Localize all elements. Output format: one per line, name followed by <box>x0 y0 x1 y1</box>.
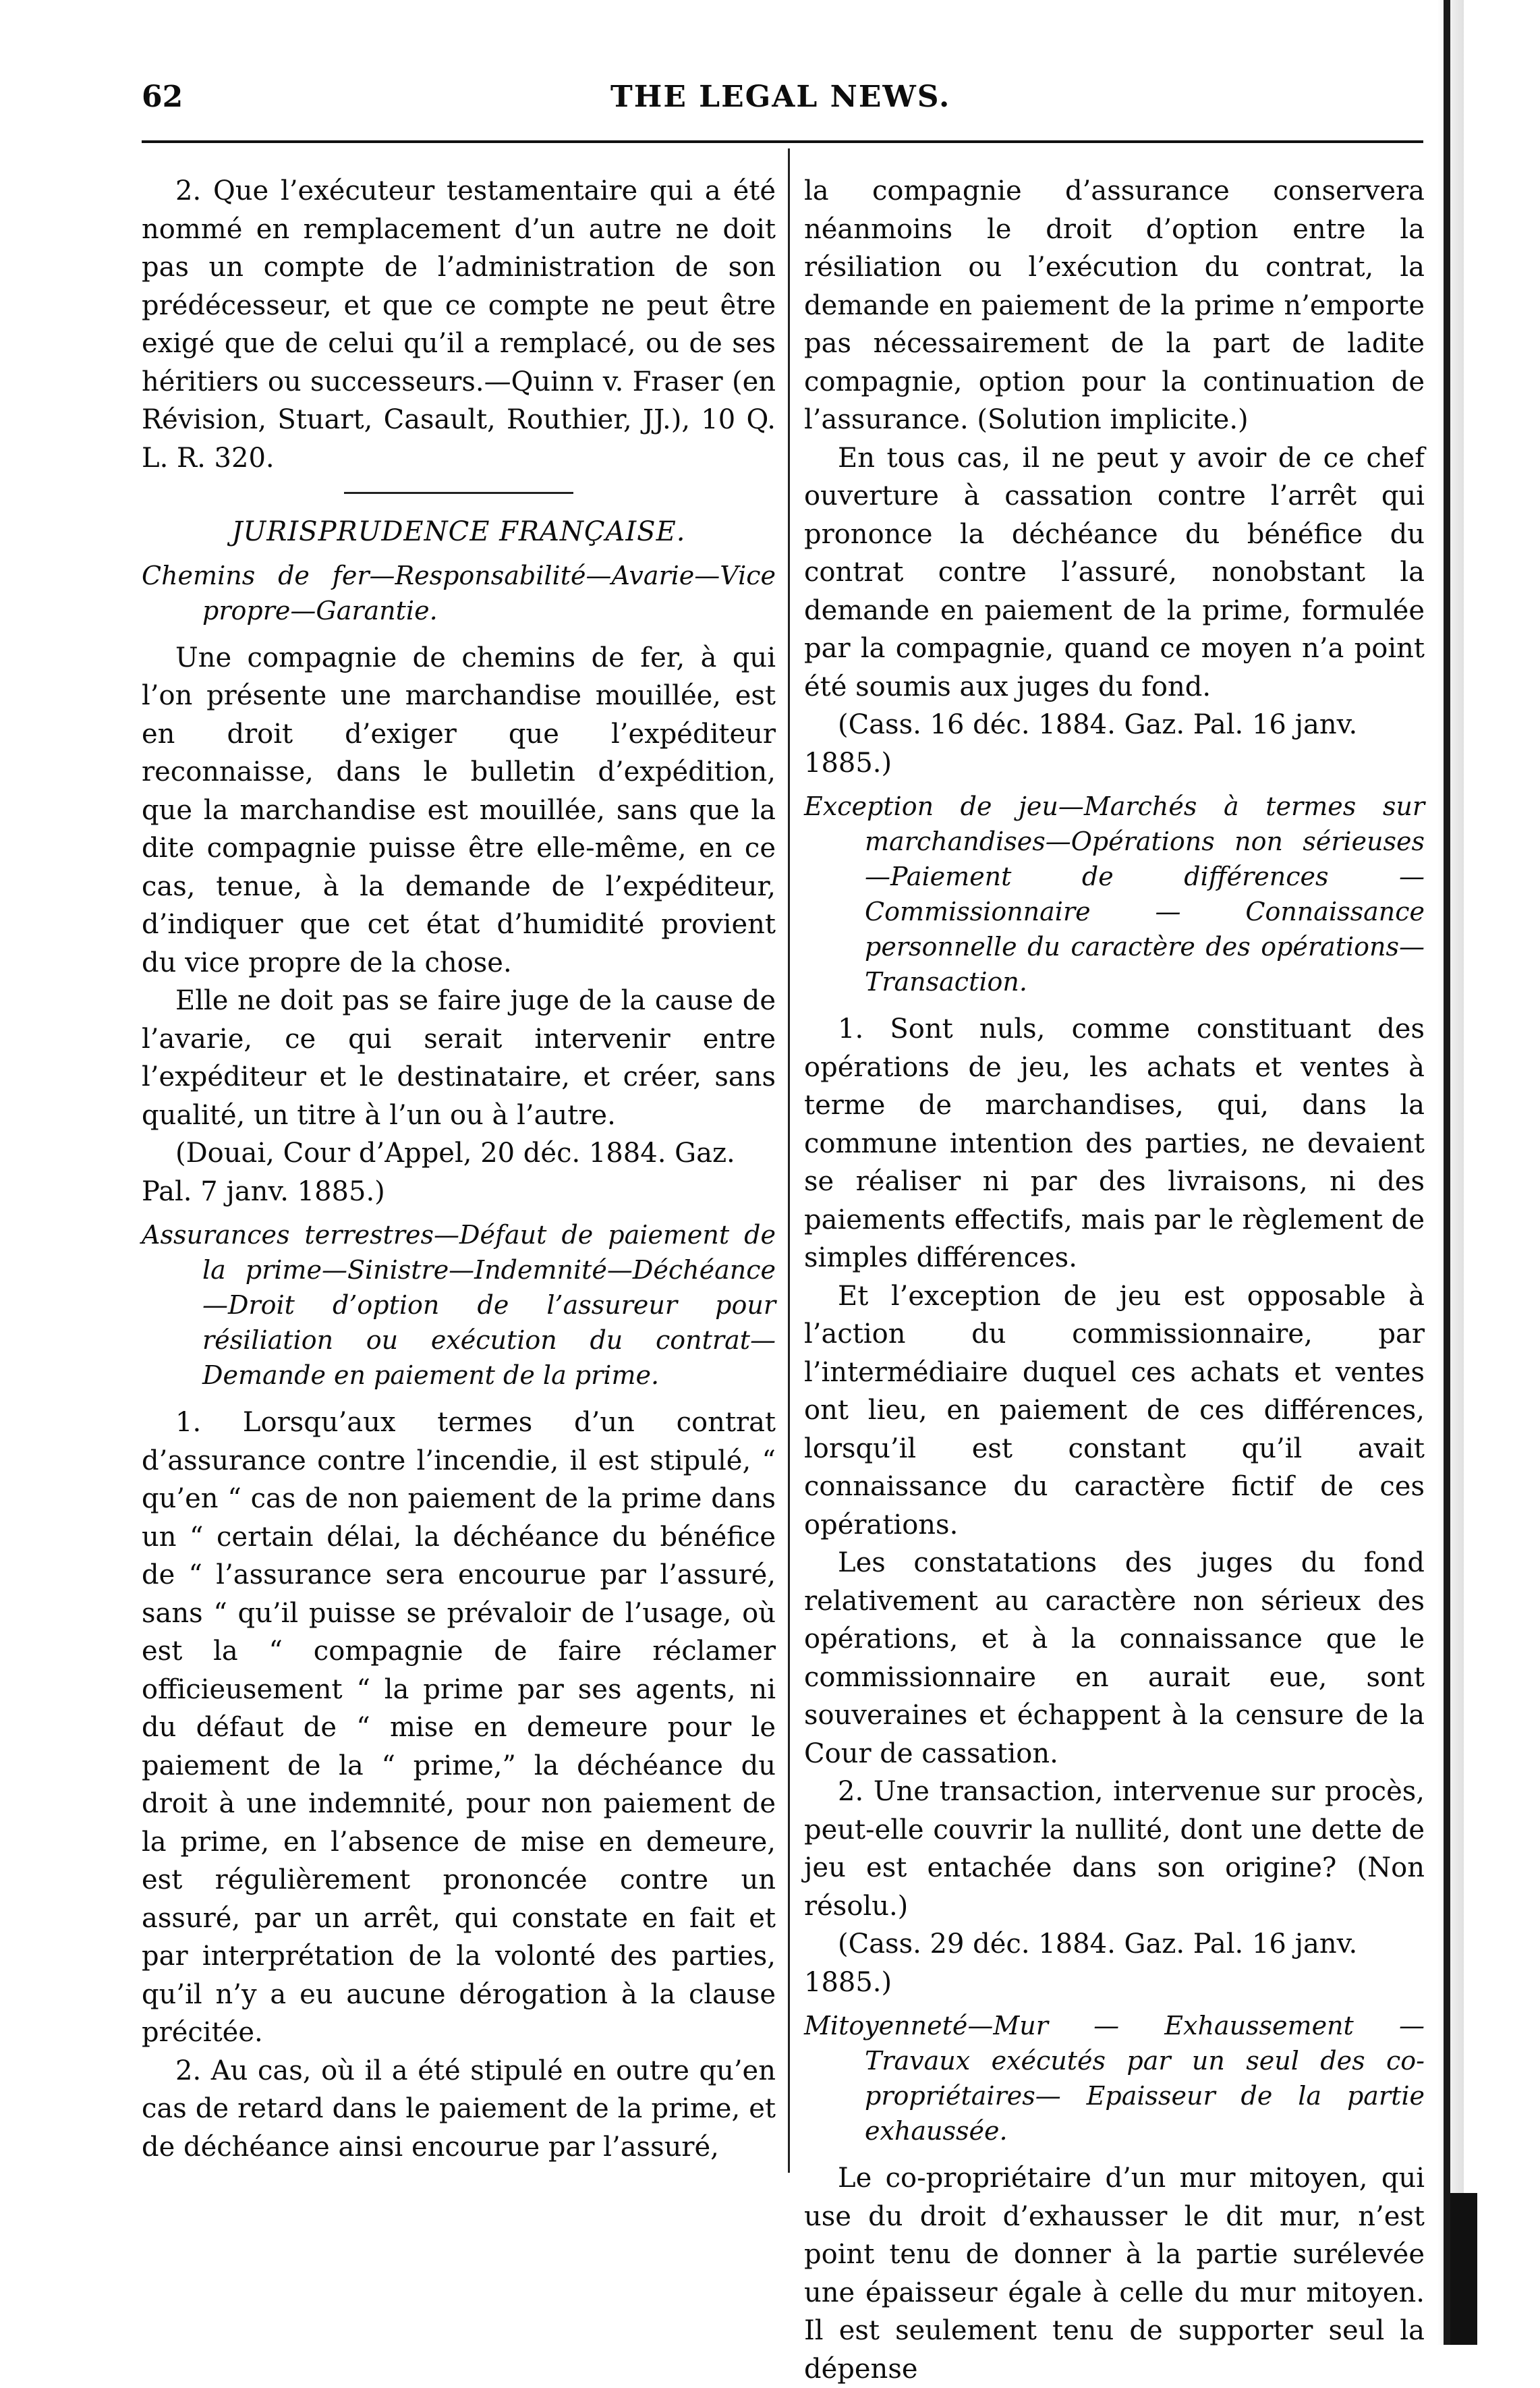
paragraph: 2. Au cas, où il a été stipulé en outre qu’en cas de retard dans le paiement de la prime, et de déchéance ainsi encourue par l’assuré, <box>142 2055 776 2163</box>
citation: (Cass. 16 déc. 1884. Gaz. Pal. 16 janv. 1885.) <box>804 709 1358 779</box>
section-title: JURISPRUDENCE FRANÇAISE. <box>231 516 686 547</box>
paragraph: 1. Sont nuls, comme constituant des opérations de jeu, les achats et ventes à terme de marchandises, qui, dans la commune intention des parties, ne devaient se réaliser ni par des livraisons, ni des paiements effectifs, mais par le règlement de simples différences. <box>804 1013 1425 1273</box>
paragraph: Les constatations des juges du fond relativement au caractère non sérieux des opérations, et à la connaissance que le commissionnaire en aurait eue, sont souveraines et échappent à la censure de la Cour de cassation. <box>804 1547 1425 1769</box>
section-divider <box>344 492 573 494</box>
paragraph: Une compagnie de chemins de fer, à qui l’on présente une marchandise mouillée, est en droit d’exiger que l’expéditeur reconnaisse, dans le bulletin d’expédition, que la marchandise est mouillée, sans que la dite compagnie puisse être elle-même, en ce cas, tenue, à la demande de l’expéditeur, d’indiquer que cet état d’humidité provient du vice propre de la chose. <box>142 642 776 978</box>
paragraph: Et l’exception de jeu est opposable à l’action du commissionnaire, par l’intermédiaire duquel ces achats et ventes ont lieu, en paiement de ces différences, lorsqu’il est constant qu’il avait connaissance du caractère fictif de ces opérations. <box>804 1280 1425 1540</box>
paragraph: Elle ne doit pas se faire juge de la cause de l’avarie, ce qui serait intervenir entre l’expéditeur et le destinataire, et créer, sans qualité, un titre à l’un ou à l’autre. <box>142 985 776 1131</box>
case-heading: Exception de jeu—Marchés à termes sur marchandises—Opérations non sérieuses—Paiement de différences — Commissionnaire — Connaissance personnelle du caractère des opérations—Transaction. <box>804 792 1425 997</box>
page-number: 62 <box>142 80 183 114</box>
running-title: THE LEGAL NEWS. <box>610 80 951 114</box>
left-column <box>142 172 776 2166</box>
paragraph: Le co-propriétaire d’un mur mitoyen, qui use du droit d’exhausser le dit mur, n’est point tenu de donner à la partie surélevée une épaisseur égale à celle du mur mitoyen. Il est seulement tenu de supporter seul la dépense <box>804 2163 1425 2385</box>
scan-artifact <box>1450 2193 1477 2345</box>
paragraph: la compagnie d’assurance conservera néanmoins le droit d’option entre la résiliation ou l’exécution du contrat, la demande en paiement de la prime n’emporte pas nécessairement de la part de ladite compagnie, option pour la continuation de l’assurance. (Solution implicite.) <box>804 175 1425 435</box>
page-edge <box>1444 0 1450 2345</box>
column-divider <box>788 148 790 2173</box>
case-heading: Chemins de fer—Responsabilité—Avarie—Vice propre—Garantie. <box>142 560 776 626</box>
header-rule <box>142 140 1423 143</box>
case-heading: Assurances terrestres—Défaut de paiement de la prime—Sinistre—Indemnité—Déchéance—Droit d’option de l’assureur pour résiliation ou exécution du contrat—Demande en paiement de la prime. <box>142 1220 776 1390</box>
paragraph: 2. Une transaction, intervenue sur procès, peut-elle couvrir la nullité, dont une dette de jeu est entachée dans son origine? (Non résolu.) <box>804 1776 1425 1922</box>
paragraph: En tous cas, il ne peut y avoir de ce chef ouverture à cassation contre l’arrêt qui prononce la déchéance du bénéfice du contrat contre l’assuré, nonobstant la demande en paiement de la prime, formulée par la compagnie, quand ce moyen n’a point été soumis aux juges du fond. <box>804 442 1425 702</box>
paragraph: 1. Lorsqu’aux termes d’un contrat d’assurance contre l’incendie, il est stipulé, “ qu’en “ cas de non paiement de la prime dans un “ certain délai, la déchéance du bénéfice de “ l’assurance sera encourue par l’assuré, sans “ qu’il puisse se prévaloir de l’usage, où est la “ compagnie de faire réclamer officieusement “ la prime par ses agents, ni du défaut de “ mise en demeure pour le paiement de la “ prime,” la déchéance du droit à une indemnité, pour non paiement de la prime, en l’absence de mise en demeure, est régulièrement prononcée contre un assuré, par un arrêt, qui constate en fait et par interprétation de la volonté des parties, qu’il n’y a eu aucune dérogation à la clause précitée. <box>142 1407 776 2048</box>
paragraph: 2. Que l’exécuteur testamentaire qui a été nommé en remplacement d’un autre ne doit pas un compte de l’administration de son prédécesseur, et que ce compte ne peut être exigé que de celui qu’il a remplacé, ou de ses héritiers ou successeurs.—Quinn v. Fraser (en Révision, Stuart, Casault, Routhier, JJ.), 10 Q. L. R. 320. <box>142 175 776 474</box>
citation: (Cass. 29 déc. 1884. Gaz. Pal. 16 janv. 1885.) <box>804 1928 1358 1998</box>
binding-shadow <box>1437 0 1464 2345</box>
right-column <box>804 172 1425 2388</box>
citation: (Douai, Cour d’Appel, 20 déc. 1884. Gaz. Pal. 7 janv. 1885.) <box>142 1138 735 1207</box>
case-heading: Mitoyenneté—Mur — Exhaussement — Travaux exécutés par un seul des co-propriétaires— Epaisseur de la partie exhaussée. <box>804 2011 1425 2146</box>
